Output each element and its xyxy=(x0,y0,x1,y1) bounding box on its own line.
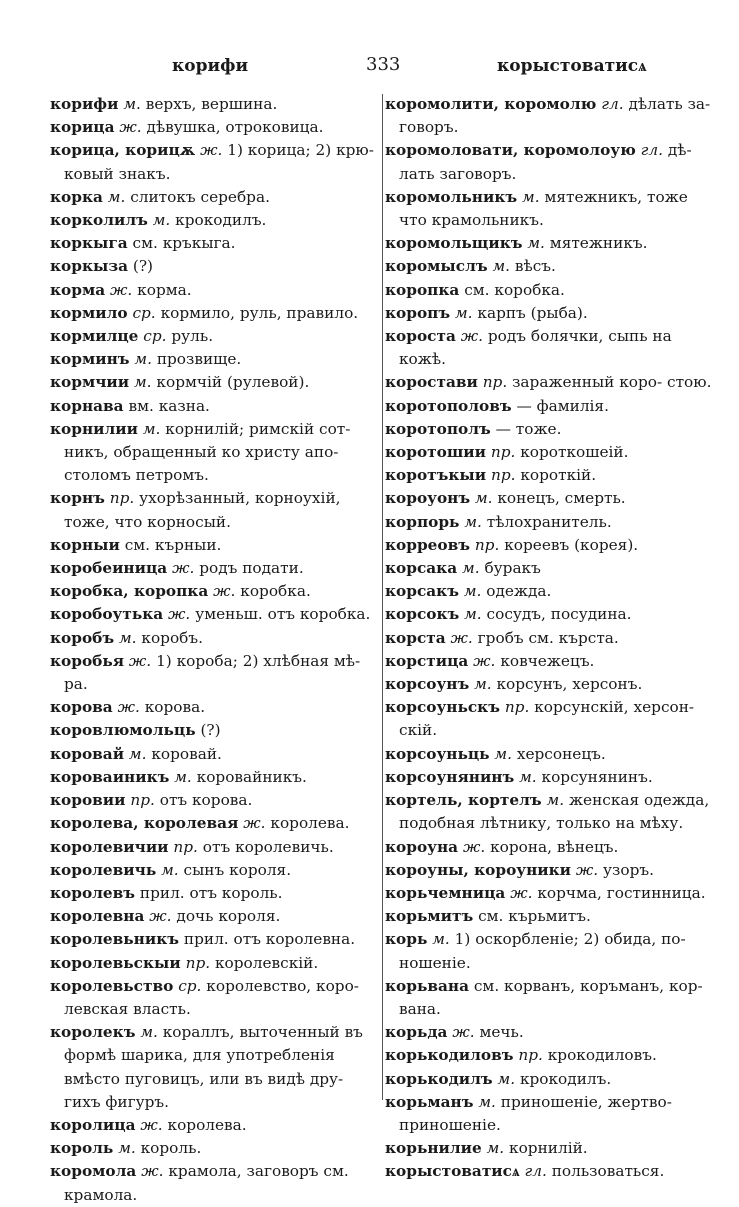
entry-definition: ковчежецъ. xyxy=(500,651,595,670)
entry-headword: коровии xyxy=(50,791,126,810)
dictionary-entry xyxy=(50,882,378,905)
column-divider xyxy=(382,94,383,1100)
entry-definition: корова. xyxy=(144,698,206,717)
entry-headword: короваиникъ xyxy=(50,767,170,786)
dictionary-entry xyxy=(50,116,378,139)
dictionary-entry xyxy=(385,302,713,325)
dictionary-entry xyxy=(50,371,378,394)
entry-grammar: ж. xyxy=(119,118,142,137)
entry-definition: буракъ xyxy=(484,559,541,578)
entry-grammar: м. xyxy=(128,744,147,763)
entry-grammar: ж. xyxy=(510,883,533,902)
entry-grammar: ж. xyxy=(128,651,152,670)
entry-headword: коромолити, коромолю xyxy=(385,95,597,113)
entry-definition: коровай. xyxy=(151,744,222,763)
entry-definition: кореевъ (корея). xyxy=(504,535,639,554)
dictionary-entry xyxy=(50,789,378,812)
dictionary-entry xyxy=(385,418,713,441)
entry-headword: корьманъ xyxy=(385,1092,474,1111)
entry-headword: коркыга xyxy=(50,234,128,253)
entry-grammar: м. xyxy=(107,187,126,206)
entry-definition: — тоже. xyxy=(495,419,562,438)
entry-definition: корма. xyxy=(137,280,192,299)
entry-grammar: гл. xyxy=(524,1162,547,1181)
entry-definition: см. кръкыга. xyxy=(132,234,236,253)
entry-grammar: м. xyxy=(123,95,141,113)
entry-grammar: м. xyxy=(527,234,545,253)
entry-definition: гробъ см. кърста. xyxy=(477,628,619,647)
entry-headword: король xyxy=(50,1139,114,1158)
entry-grammar: м. xyxy=(494,744,512,763)
dictionary-entry xyxy=(385,789,713,835)
entry-definition: корона, вѣнецъ. xyxy=(490,837,619,856)
entry-grammar: м. xyxy=(118,1139,136,1158)
entry-headword: коромола xyxy=(50,1162,137,1181)
dictionary-entry xyxy=(50,975,378,1021)
entry-headword: корка xyxy=(50,187,103,206)
entry-definition: тѣлохранитель. xyxy=(486,512,612,531)
entry-grammar: м. xyxy=(462,559,480,578)
entry-definition: сынъ короля. xyxy=(183,860,292,879)
entry-definition: верхъ, вершина. xyxy=(145,95,278,113)
entry-definition: вѣсъ. xyxy=(514,257,556,276)
dictionary-entry xyxy=(385,511,713,534)
dictionary-entry xyxy=(50,325,378,348)
entry-definition: крокодиловъ. xyxy=(547,1046,657,1065)
dictionary-entry xyxy=(50,186,378,209)
entry-definition: дѣ- лать заговоръ. xyxy=(399,141,692,183)
entry-headword: коромыслъ xyxy=(385,257,488,276)
entry-headword: корьмитъ xyxy=(385,907,474,926)
entry-definition: королева. xyxy=(167,1115,247,1134)
entry-grammar: м. xyxy=(486,1139,505,1158)
entry-grammar: ж. xyxy=(168,605,191,624)
dictionary-entry xyxy=(385,232,713,255)
entry-headword: корсоуньскъ xyxy=(385,698,500,717)
entry-headword: корсака xyxy=(385,559,458,578)
dictionary-entry xyxy=(385,905,713,928)
entry-definition: кормило, руль, правило. xyxy=(160,303,359,322)
entry-definition: карпъ (рыба). xyxy=(477,303,588,322)
entry-headword: корстица xyxy=(385,651,469,670)
entry-headword: корыстоватисѧ xyxy=(385,1162,520,1181)
dictionary-entry xyxy=(50,766,378,789)
entry-headword: корсоунъ xyxy=(385,675,470,694)
dictionary-entry xyxy=(50,650,378,696)
entry-definition: вм. казна. xyxy=(128,396,210,415)
entry-definition: мятежникъ. xyxy=(549,234,648,253)
entry-headword: корма xyxy=(50,280,106,299)
entry-headword: королевичь xyxy=(50,860,157,879)
entry-headword: королева, королевая xyxy=(50,814,239,833)
dictionary-entry xyxy=(385,139,713,185)
entry-grammar: м. xyxy=(464,512,482,531)
dictionary-entry xyxy=(385,766,713,789)
entry-grammar: м. xyxy=(546,791,565,810)
entry-definition: мятежникъ, тоже что крамольникъ. xyxy=(399,187,688,230)
entry-definition: крамола, заговоръ см. крамола. xyxy=(64,1162,349,1204)
entry-definition: дѣлать за- говоръ. xyxy=(399,95,711,137)
entry-headword: корсокъ xyxy=(385,605,460,624)
entry-definition: корчма, гостинница. xyxy=(537,883,706,902)
entry-definition: 1) оскорбленіе; 2) обида, по- ношеніе. xyxy=(399,930,686,972)
dictionary-entry xyxy=(50,719,378,742)
entry-headword: коромольникъ xyxy=(385,187,518,206)
dictionary-entry xyxy=(385,279,713,302)
dictionary-entry xyxy=(385,1091,713,1137)
entry-headword: кормило xyxy=(50,303,128,322)
entry-definition: дочь короля. xyxy=(176,907,281,926)
entry-headword: корнилии xyxy=(50,419,138,438)
dictionary-entry xyxy=(50,905,378,928)
entry-grammar: ж. xyxy=(452,1023,475,1042)
entry-definition: херсонецъ. xyxy=(516,744,606,763)
entry-grammar: пр. xyxy=(109,489,135,508)
entry-definition: прозвище. xyxy=(156,350,242,369)
entry-grammar: ж. xyxy=(243,814,266,833)
entry-headword: коробоутька xyxy=(50,605,164,624)
entry-headword: коровлюмольць xyxy=(50,721,196,740)
entry-headword: корица xyxy=(50,118,115,137)
entry-grammar: ж. xyxy=(140,1115,163,1134)
dictionary-entry xyxy=(385,255,713,278)
entry-grammar: м. xyxy=(174,767,192,786)
entry-grammar: ж. xyxy=(117,698,140,717)
entry-definition: узоръ. xyxy=(603,860,654,879)
entry-headword: коростави xyxy=(385,373,478,392)
header-left-word: корифи xyxy=(172,56,249,76)
entry-headword: корнъ xyxy=(50,489,105,508)
entry-headword: корькодиловъ xyxy=(385,1046,514,1065)
entry-grammar: м. xyxy=(454,303,473,322)
entry-definition: см. кърьмитъ. xyxy=(478,907,591,926)
entry-headword: корсоунянинъ xyxy=(385,767,515,786)
entry-definition: см. кърныи. xyxy=(124,535,222,554)
dictionary-entry xyxy=(50,603,378,626)
entry-definition: корнилій; римскій сот- никъ, обращенный ко христу апо- столомъ петромъ. xyxy=(64,419,351,485)
dictionary-entry xyxy=(50,928,378,951)
dictionary-entry xyxy=(50,1114,378,1137)
dictionary-entry xyxy=(385,93,713,139)
entry-definition: см. коробка. xyxy=(464,280,565,299)
entry-headword: корколилъ xyxy=(50,211,148,230)
entry-definition: коровайникъ. xyxy=(196,767,307,786)
entry-definition: крокодилъ. xyxy=(519,1069,612,1088)
entry-headword: коротошии xyxy=(385,443,486,462)
entry-definition: руль. xyxy=(171,327,214,346)
dictionary-entry xyxy=(385,580,713,603)
entry-headword: кормчии xyxy=(50,373,130,392)
entry-definition: 1) корица; 2) крю- ковый знакъ. xyxy=(64,141,374,183)
entry-definition: ухорѣзанный, корноухій, тоже, что корносый. xyxy=(64,489,341,531)
entry-definition: кораллъ, выточенный въ формѣ шарика, для употребленія вмѣсто пуговицъ, или въ видѣ дру- гихъ фигуръ. xyxy=(64,1023,363,1111)
dictionary-entry xyxy=(385,395,713,418)
entry-grammar: м. xyxy=(478,1092,496,1111)
dictionary-entry xyxy=(385,1021,713,1044)
entry-headword: королевъ xyxy=(50,883,136,902)
dictionary-entry xyxy=(385,557,713,580)
entry-grammar: пр. xyxy=(490,466,516,485)
entry-headword: корьнилие xyxy=(385,1139,482,1158)
entry-grammar: м. xyxy=(142,419,161,438)
entry-definition: слитокъ серебра. xyxy=(130,187,270,206)
entry-definition: отъ корова. xyxy=(159,791,253,810)
entry-definition: (?) xyxy=(200,721,221,740)
entry-grammar: ж. xyxy=(462,837,486,856)
dictionary-entry xyxy=(385,696,713,742)
entry-definition: родъ подати. xyxy=(199,559,304,578)
dictionary-entry xyxy=(385,928,713,974)
entry-headword: корьвана xyxy=(385,976,469,995)
dictionary-entry xyxy=(385,859,713,882)
entry-headword: коромольщикъ xyxy=(385,234,523,253)
entry-definition: пользоваться. xyxy=(551,1162,665,1181)
dictionary-entry xyxy=(50,812,378,835)
entry-headword: кортель, кортелъ xyxy=(385,791,542,810)
entry-grammar: пр. xyxy=(482,373,508,392)
entry-headword: короста xyxy=(385,327,456,346)
dictionary-entry xyxy=(50,1021,378,1114)
entry-definition: корнилій. xyxy=(509,1139,588,1158)
header-right-word: корыстоватисѧ xyxy=(497,56,647,76)
dictionary-entry xyxy=(385,441,713,464)
dictionary-entry xyxy=(385,487,713,510)
entry-grammar: м. xyxy=(522,187,540,206)
entry-definition: короткій. xyxy=(520,466,597,485)
entry-headword: корьчемница xyxy=(385,883,506,902)
page-number: 333 xyxy=(366,54,401,75)
entry-grammar: м. xyxy=(134,373,152,392)
entry-headword: короуна xyxy=(385,837,459,856)
dictionary-entry xyxy=(385,836,713,859)
entry-headword: корсакъ xyxy=(385,582,459,601)
entry-definition: корсунъ, херсонъ. xyxy=(496,675,643,694)
entry-definition: женская одежда, подобная лѣтнику, только на мѣху. xyxy=(399,791,710,833)
entry-definition: уменьш. отъ коробка. xyxy=(195,605,371,624)
entry-definition: короткошеій. xyxy=(520,443,629,462)
dictionary-entry xyxy=(385,673,713,696)
entry-definition: кормчій (рулевой). xyxy=(156,373,310,392)
entry-grammar: ж. xyxy=(213,582,236,601)
dictionary-entry xyxy=(50,580,378,603)
dictionary-entry xyxy=(385,325,713,371)
entry-definition: сосудъ, посудина. xyxy=(486,605,632,624)
entry-grammar: ж. xyxy=(450,628,473,647)
dictionary-entry xyxy=(385,743,713,766)
entry-definition: королевскій. xyxy=(214,953,319,972)
entry-headword: короуонъ xyxy=(385,489,471,508)
entry-grammar: м. xyxy=(474,675,492,694)
entry-grammar: ж. xyxy=(473,651,496,670)
entry-grammar: пр. xyxy=(504,698,530,717)
entry-grammar: пр. xyxy=(130,791,155,810)
left-column xyxy=(50,93,378,1207)
dictionary-entry xyxy=(385,882,713,905)
entry-grammar: м. xyxy=(161,860,179,879)
entry-headword: короуны, короуники xyxy=(385,860,571,879)
dictionary-entry xyxy=(50,93,378,116)
dictionary-entry xyxy=(50,627,378,650)
entry-definition: королева. xyxy=(270,814,350,833)
entry-grammar: пр. xyxy=(173,837,198,856)
dictionary-entry xyxy=(50,534,378,557)
entry-headword: королевьство xyxy=(50,976,174,995)
dictionary-entry xyxy=(50,255,378,278)
dictionary-entry xyxy=(385,534,713,557)
entry-definition: корсунянинъ. xyxy=(541,767,653,786)
entry-headword: коротъкыи xyxy=(385,466,487,485)
entry-grammar: ж. xyxy=(141,1162,164,1181)
entry-grammar: м. xyxy=(497,1069,516,1088)
entry-grammar: ж. xyxy=(460,327,483,346)
dictionary-entry xyxy=(50,232,378,255)
entry-grammar: м. xyxy=(432,930,450,949)
entry-headword: королекъ xyxy=(50,1023,136,1042)
entry-grammar: м. xyxy=(492,257,511,276)
entry-grammar: пр. xyxy=(518,1046,543,1065)
dictionary-entry xyxy=(385,650,713,673)
dictionary-entry xyxy=(50,743,378,766)
entry-grammar: м. xyxy=(463,582,482,601)
entry-headword: коропъ xyxy=(385,303,451,322)
entry-headword: коробеиница xyxy=(50,559,168,578)
entry-definition: зараженный коро- стою. xyxy=(512,373,712,392)
entry-definition: прил. отъ король. xyxy=(139,883,283,902)
entry-grammar: м. xyxy=(519,767,537,786)
entry-grammar: гл. xyxy=(640,141,663,160)
entry-definition: родъ болячки, сыпь на кожѣ. xyxy=(399,327,672,369)
entry-headword: коробъ xyxy=(50,628,115,647)
entry-definition: король. xyxy=(140,1139,202,1158)
entry-grammar: ж. xyxy=(172,559,195,578)
entry-definition: приношеніе, жертво- приношеніе. xyxy=(399,1092,672,1134)
entry-headword: королевна xyxy=(50,907,145,926)
dictionary-entry xyxy=(50,302,378,325)
entry-headword: коропка xyxy=(385,280,460,299)
entry-headword: корьда xyxy=(385,1023,448,1042)
entry-grammar: м. xyxy=(134,350,152,369)
entry-headword: корь xyxy=(385,930,428,949)
entry-grammar: ж. xyxy=(149,907,172,926)
entry-headword: коротополовъ xyxy=(385,396,512,415)
entry-headword: королевьникъ xyxy=(50,930,180,949)
entry-headword: королевьскыи xyxy=(50,953,181,972)
entry-headword: корпорь xyxy=(385,512,460,531)
entry-grammar: пр. xyxy=(185,953,211,972)
entry-grammar: пр. xyxy=(474,535,500,554)
entry-headword: кормилце xyxy=(50,327,139,346)
page-header xyxy=(0,56,739,82)
entry-grammar: м. xyxy=(464,605,482,624)
dictionary-entry xyxy=(385,1044,713,1067)
entry-headword: корминъ xyxy=(50,350,130,369)
entry-definition: коробъ. xyxy=(141,628,203,647)
entry-grammar: м. xyxy=(152,211,171,230)
entry-headword: корсоуньць xyxy=(385,744,490,763)
entry-headword: корреовъ xyxy=(385,535,470,554)
dictionary-entry xyxy=(385,371,713,394)
dictionary-entry xyxy=(385,627,713,650)
dictionary-entry xyxy=(50,395,378,418)
dictionary-entry xyxy=(50,557,378,580)
entry-definition: королевство, коро- левская власть. xyxy=(64,976,359,1018)
dictionary-entry xyxy=(50,487,378,533)
entry-definition: — фамилія. xyxy=(516,396,609,415)
entry-grammar: гл. xyxy=(601,95,624,113)
entry-headword: коркыза xyxy=(50,257,129,276)
entry-definition: прил. отъ королевна. xyxy=(183,930,356,949)
entry-grammar: м. xyxy=(118,628,137,647)
dictionary-entry xyxy=(50,859,378,882)
entry-headword: коровай xyxy=(50,744,125,763)
entry-headword: королевичии xyxy=(50,837,169,856)
entry-grammar: ж. xyxy=(575,860,599,879)
entry-grammar: ср. xyxy=(132,303,156,322)
entry-definition: дѣвушка, отроковица. xyxy=(146,118,324,137)
right-column xyxy=(385,93,713,1184)
dictionary-entry xyxy=(50,836,378,859)
entry-grammar: м. xyxy=(474,489,493,508)
entry-headword: корста xyxy=(385,628,446,647)
dictionary-entry xyxy=(385,1068,713,1091)
entry-headword: коротополъ xyxy=(385,419,491,438)
entry-grammar: ср. xyxy=(143,327,167,346)
entry-headword: корова xyxy=(50,698,113,717)
entry-headword: коробка, коропка xyxy=(50,582,209,601)
entry-headword: коробья xyxy=(50,651,125,670)
entry-grammar: ж. xyxy=(110,280,133,299)
entry-definition: коробка. xyxy=(240,582,311,601)
entry-headword: корькодилъ xyxy=(385,1069,493,1088)
entry-definition: см. корванъ, коръманъ, кор- вана. xyxy=(399,976,703,1018)
entry-headword: корифи xyxy=(50,95,119,113)
dictionary-entry xyxy=(50,418,378,488)
dictionary-entry xyxy=(50,1160,378,1206)
entry-definition: одежда. xyxy=(486,582,552,601)
entry-definition: мечь. xyxy=(479,1023,524,1042)
dictionary-entry xyxy=(50,279,378,302)
entry-definition: отъ королевичь. xyxy=(202,837,334,856)
entry-definition: конецъ, смерть. xyxy=(497,489,626,508)
dictionary-entry xyxy=(385,975,713,1021)
entry-grammar: м. xyxy=(140,1023,158,1042)
dictionary-entry xyxy=(50,696,378,719)
dictionary-entry xyxy=(385,1160,713,1183)
entry-grammar: ср. xyxy=(178,976,202,995)
entry-definition: корсунскій, херсон- скій. xyxy=(399,698,695,740)
entry-grammar: пр. xyxy=(490,443,516,462)
dictionary-entry xyxy=(50,209,378,232)
dictionary-entry xyxy=(50,139,378,185)
entry-headword: корныи xyxy=(50,535,120,554)
entry-grammar: ж. xyxy=(200,141,223,160)
entry-headword: королица xyxy=(50,1115,136,1134)
entry-definition: крокодилъ. xyxy=(175,211,267,230)
entry-headword: корица, корицѫ xyxy=(50,141,196,160)
dictionary-entry xyxy=(385,603,713,626)
dictionary-entry xyxy=(385,186,713,232)
entry-headword: коромоловати, коромолоую xyxy=(385,141,636,160)
entry-definition: (?) xyxy=(132,257,154,276)
entry-headword: корнава xyxy=(50,396,124,415)
dictionary-entry xyxy=(50,952,378,975)
dictionary-entry xyxy=(385,464,713,487)
dictionary-entry xyxy=(50,348,378,371)
entry-definition: 1) короба; 2) хлѣбная мѣ- ра. xyxy=(64,651,361,694)
